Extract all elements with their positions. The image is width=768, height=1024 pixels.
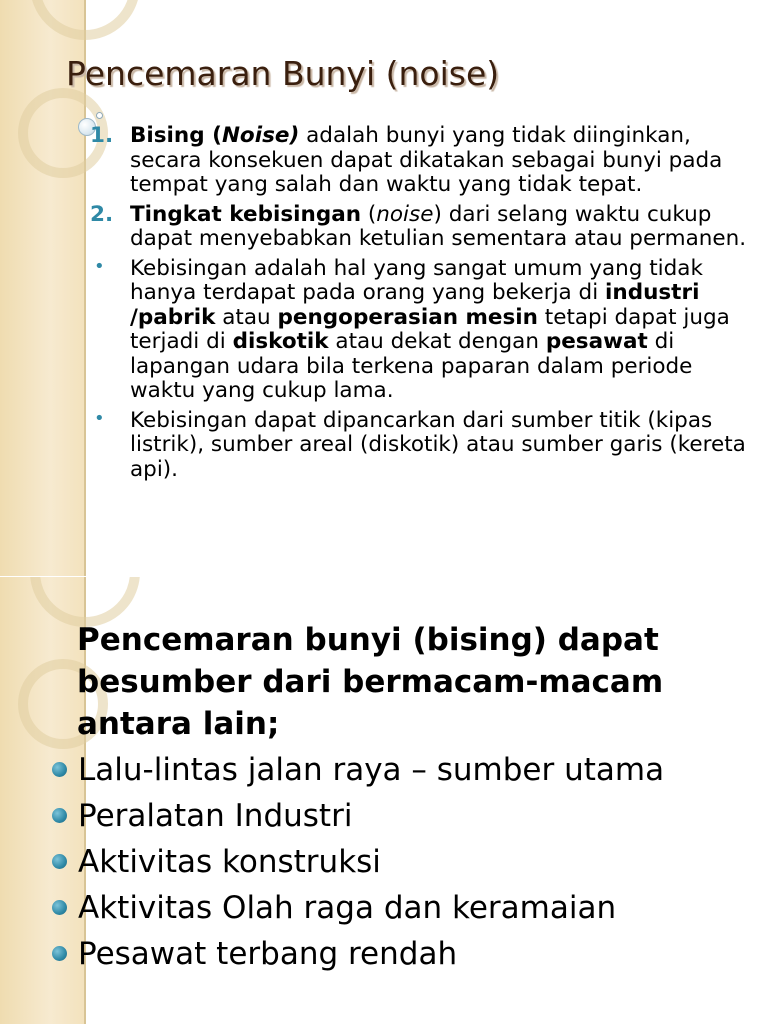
text-plain: tetapi dapat juga terjadi di bbox=[130, 304, 730, 354]
text-bold: industri /pabrik bbox=[130, 280, 700, 330]
list-item bbox=[90, 409, 760, 483]
list-item bbox=[90, 124, 760, 198]
bullet-icon bbox=[52, 946, 67, 961]
list-item bbox=[52, 887, 752, 929]
list-text: Aktivitas Olah raga dan keramaian bbox=[78, 890, 617, 926]
text-plain: ( bbox=[361, 201, 377, 227]
text-plain: Kebisingan dapat dipancarkan dari sumber titik (kipas listrik), sumber areal (diskotik) atau sumber garis (kereta api). bbox=[130, 407, 746, 482]
text-bold: pesawat bbox=[545, 329, 648, 354]
text-plain: ) dari selang waktu cukup dapat menyebabkan ketulian sementara atau permanen. bbox=[130, 201, 747, 251]
text-italic: noise bbox=[376, 201, 434, 227]
list-item bbox=[52, 933, 752, 975]
list-text bbox=[130, 408, 746, 482]
text-bold: pengoperasian mesin bbox=[277, 304, 538, 330]
list-item bbox=[52, 749, 752, 791]
text-plain: atau dekat dengan bbox=[328, 329, 546, 354]
slide-2 bbox=[0, 577, 768, 1024]
list-item bbox=[52, 795, 752, 837]
bullet-icon bbox=[52, 762, 67, 777]
list-text: Aktivitas konstruksi bbox=[78, 844, 381, 880]
source-list bbox=[52, 749, 752, 979]
slide-title: Pencemaran Bunyi (noise) bbox=[66, 54, 500, 93]
list-item bbox=[90, 257, 760, 404]
bullet-icon: • bbox=[94, 255, 105, 277]
list-text: Lalu-lintas jalan raya – sumber utama bbox=[78, 752, 665, 788]
list-marker: 1. bbox=[90, 123, 114, 148]
bullet-icon bbox=[52, 808, 67, 823]
list-text bbox=[130, 202, 746, 252]
list-text bbox=[130, 123, 722, 197]
text-plain: di lapangan udara bila terkena paparan dalam periode waktu yang cukup lama. bbox=[130, 329, 693, 403]
text-bold: diskotik bbox=[232, 329, 329, 354]
text-bold-italic: Noise) bbox=[221, 123, 300, 148]
list-item bbox=[90, 203, 760, 252]
list-text: Peralatan Industri bbox=[78, 798, 353, 834]
list-text: Pesawat terbang rendah bbox=[78, 936, 458, 972]
content-list bbox=[90, 124, 760, 487]
list-text bbox=[130, 256, 730, 404]
text-plain: adalah bunyi yang tidak diinginkan, secara konsekuen dapat dikatakan sebagai bunyi pada tempat yang salah dan waktu yang tidak tepat. bbox=[130, 123, 723, 197]
bullet-icon bbox=[52, 854, 67, 869]
list-item bbox=[52, 841, 752, 883]
bullet-icon bbox=[52, 900, 67, 915]
slide-heading: Pencemaran bunyi (bising) dapat besumber dari bermacam-macam antara lain; bbox=[77, 622, 664, 742]
decorative-bubble bbox=[96, 112, 103, 119]
list-marker: 2. bbox=[90, 201, 114, 227]
bullet-icon: • bbox=[94, 407, 105, 429]
text-plain: atau bbox=[215, 304, 278, 330]
text-bold: Bising ( bbox=[130, 123, 222, 148]
text-bold: Tingkat kebisingan bbox=[130, 201, 362, 227]
text-plain: Kebisingan adalah hal yang sangat umum yang tidak hanya terdapat pada orang yang bekerja di bbox=[130, 255, 703, 305]
